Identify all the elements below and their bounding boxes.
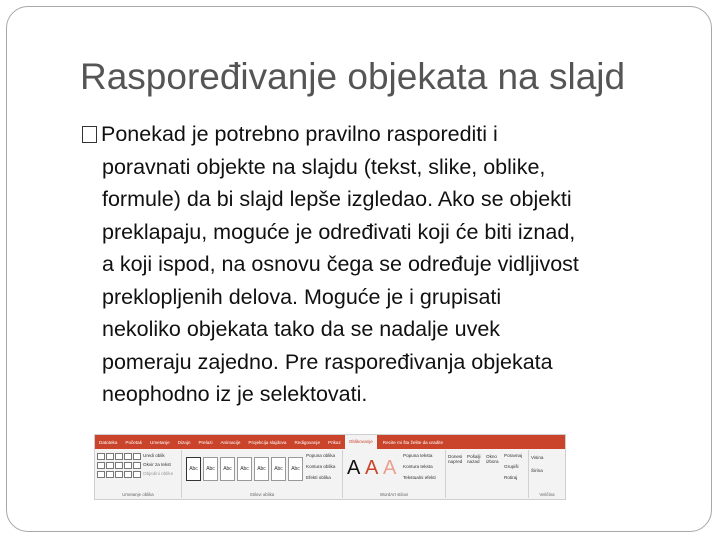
tab-oblikovanje[interactable]: Oblikovanje: [345, 435, 377, 449]
shape-gallery[interactable]: [97, 453, 142, 460]
group-wordart-styles: [343, 450, 446, 498]
tab-redigovanje[interactable]: Redigovanje: [294, 439, 320, 445]
slide-body: [82, 118, 702, 411]
wordart-style-light[interactable]: A: [383, 457, 397, 479]
group-button[interactable]: Grupiši: [504, 464, 519, 469]
merge-shapes-button[interactable]: Objedini oblike: [143, 471, 174, 476]
body-line-7: nekoliko objekata tako da se nadalje uvek: [102, 317, 501, 341]
group-label-wordart-styles: WordArt stilovi: [379, 492, 409, 497]
group-label-size: Veličina: [539, 492, 555, 497]
bullet-box-icon: [82, 126, 97, 143]
body-line-3: formule) da bi slajd lepše izgledao. Ako se objekti: [102, 187, 572, 211]
shape-style-4[interactable]: Abc: [237, 457, 252, 481]
group-size: [529, 450, 565, 498]
edit-shape-button[interactable]: Uredi oblik: [143, 453, 165, 458]
group-arrange: [446, 450, 529, 498]
group-shape-styles: [182, 450, 343, 498]
shape-style-5[interactable]: Abc: [254, 457, 269, 481]
selection-pane-button[interactable]: Okno izbora: [486, 454, 499, 464]
rotate-button[interactable]: Rotiraj: [504, 475, 518, 480]
text-fill-button[interactable]: Popuna teksta: [403, 453, 433, 458]
tab-umetanje[interactable]: Umetanje: [150, 439, 170, 445]
group-label-insert-shapes: Umetanje oblika: [122, 492, 154, 497]
shape-effects-button[interactable]: Efekti oblika: [306, 475, 331, 480]
shape-style-6[interactable]: Abc: [271, 457, 286, 481]
bring-forward-button[interactable]: Donesi napred: [448, 454, 463, 464]
body-line-1: Ponekad je potrebno pravilno rasporediti i: [82, 118, 702, 151]
shape-style-3[interactable]: Abc: [220, 457, 235, 481]
text-outline-button[interactable]: Kontura teksta: [403, 464, 433, 469]
slide-title: Raspoređivanje objekata na slajd: [80, 56, 626, 97]
send-backward-button[interactable]: Pošalji nazad: [467, 454, 481, 464]
body-line-4: preklapaju, moguće je određivati koji će biti iznad,: [102, 219, 576, 244]
tell-me-box[interactable]: Recite mi šta želite da uradite: [382, 439, 444, 445]
height-field[interactable]: Visina: [531, 455, 544, 460]
tab-pocetak[interactable]: Početak: [125, 439, 142, 445]
tab-dizajn[interactable]: Dizajn: [177, 439, 191, 445]
align-button[interactable]: Poravnaj: [504, 453, 523, 458]
ribbon-screenshot: [94, 434, 566, 500]
shape-fill-button[interactable]: Popuna oblika: [306, 453, 336, 458]
wordart-style-orange[interactable]: A: [365, 457, 379, 479]
tab-animacije[interactable]: Animacije: [220, 439, 241, 445]
text-effects-button[interactable]: Tekstualni efekti: [403, 475, 436, 480]
width-field[interactable]: Širina: [531, 468, 543, 473]
shape-style-1[interactable]: Abc: [186, 457, 201, 481]
tab-prelazi[interactable]: Prelazi: [198, 439, 213, 445]
group-insert-shapes: [95, 450, 182, 498]
text-box-button[interactable]: Okvir za tekst: [143, 462, 171, 467]
tab-prikaz[interactable]: Prikaz: [328, 439, 341, 445]
tab-projekcija[interactable]: Projekcija slajdova: [248, 439, 287, 445]
body-line-2: poravnati objekte na slajdu (tekst, slike, oblike,: [102, 154, 546, 179]
body-line-5: a koji ispod, na osnovu čega se određuje vidljivost: [102, 252, 579, 276]
shape-style-2[interactable]: Abc: [203, 457, 218, 481]
wordart-style-black[interactable]: A: [347, 457, 361, 479]
body-line-8: pomeraju zajedno. Pre raspoređivanja objekata: [102, 349, 553, 374]
group-label-shape-styles: Stilovi oblika: [249, 492, 275, 497]
shape-gallery-row-3[interactable]: [97, 471, 142, 478]
shape-outline-button[interactable]: Kontura oblika: [306, 464, 336, 469]
shape-style-7[interactable]: Abc: [288, 457, 303, 481]
body-line-9: neophodno iz je selektovati.: [102, 382, 368, 406]
shape-gallery-row-2[interactable]: [97, 462, 142, 469]
tab-datoteka[interactable]: Datoteka: [99, 439, 118, 445]
ribbon-tabs: [95, 435, 565, 449]
body-line-6: preklopljenih delova. Moguće je i grupisati: [102, 284, 502, 309]
